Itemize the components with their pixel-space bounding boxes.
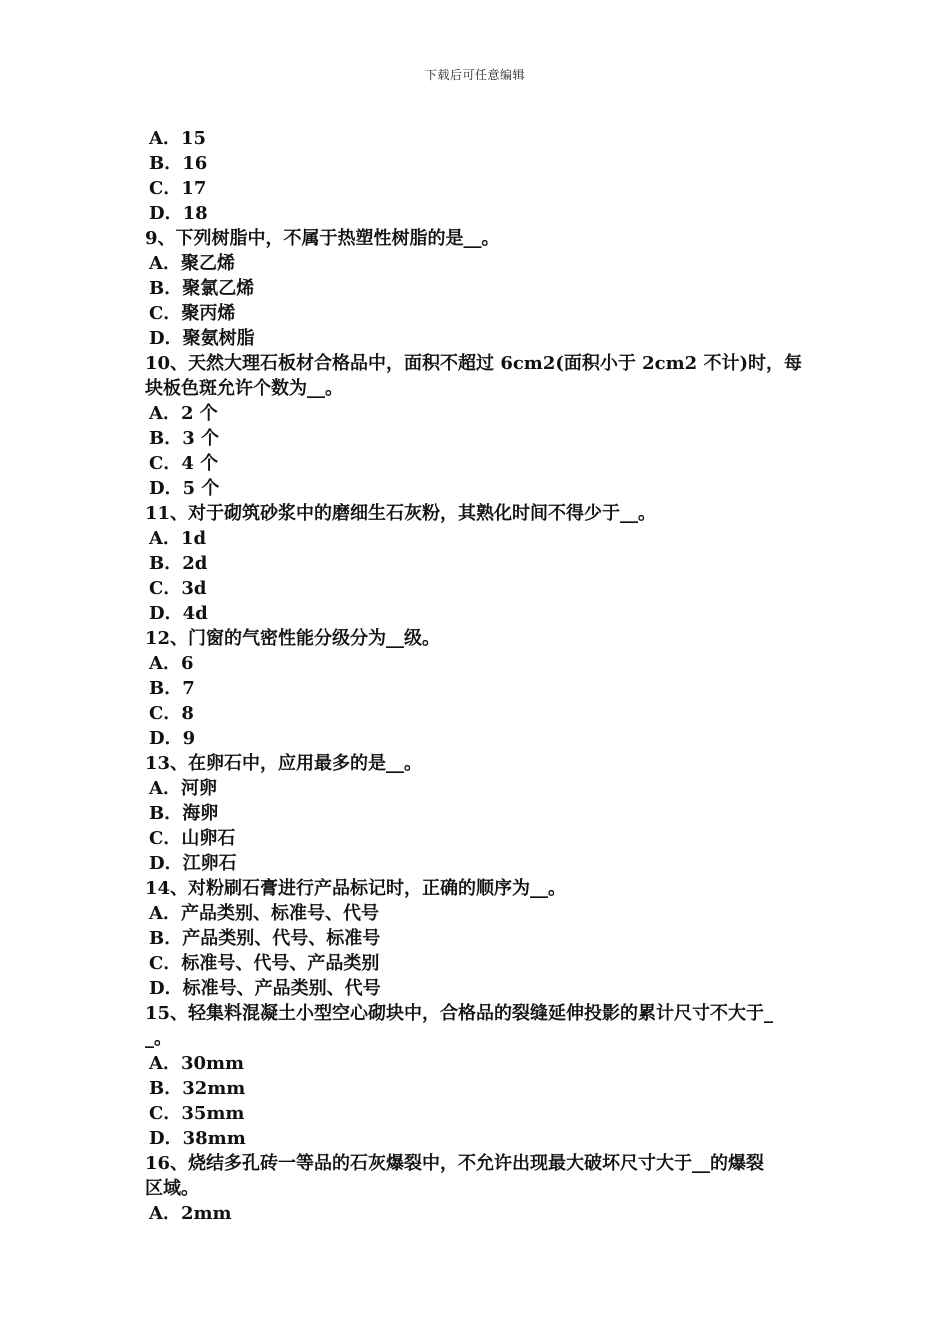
answer-option: A．2 个 [149, 403, 218, 424]
answer-option: C．17 [149, 178, 207, 199]
answer-option: B．2d [149, 553, 208, 574]
answer-option: C．标准号、代号、产品类别 [149, 953, 380, 974]
answer-option: B．16 [149, 153, 208, 174]
question-text: 15、轻集料混凝土小型空心砌块中，合格品的裂缝延伸投影的累计尺寸不大于_ [145, 1003, 774, 1024]
answer-option: C．3d [149, 578, 207, 599]
question-text: 9、下列树脂中，不属于热塑性树脂的是__。 [145, 228, 500, 249]
answer-option: D．5 个 [149, 478, 220, 499]
answer-option: D．9 [149, 728, 196, 749]
answer-option: C．4 个 [149, 453, 219, 474]
answer-option: B．7 [149, 678, 195, 699]
answer-option: A．河卵 [149, 778, 217, 799]
answer-option: B．产品类别、代号、标准号 [149, 928, 381, 949]
question-text: 16、烧结多孔砖一等品的石灰爆裂中，不允许出现最大破坏尺寸大于__的爆裂 [145, 1153, 765, 1174]
answer-option: C．35mm [149, 1103, 245, 1124]
answer-option: A．产品类别、标准号、代号 [149, 903, 379, 924]
answer-option: B．海卵 [149, 803, 219, 824]
answer-option: C．8 [149, 703, 194, 724]
answer-option: D．38mm [149, 1128, 246, 1149]
answer-option: D．江卵石 [149, 853, 237, 874]
answer-option: A．聚乙烯 [149, 253, 235, 274]
question-text: 11、对于砌筑砂浆中的磨细生石灰粉，其熟化时间不得少于__。 [145, 503, 657, 524]
answer-option: A．1d [149, 528, 207, 549]
answer-option: A．30mm [149, 1053, 245, 1074]
answer-option: C．山卵石 [149, 828, 236, 849]
answer-option: B．3 个 [149, 428, 220, 449]
question-text: 区域。 [145, 1178, 199, 1199]
question-text: _。 [145, 1028, 172, 1049]
question-text: 14、对粉刷石膏进行产品标记时，正确的顺序为__。 [145, 878, 567, 899]
question-text: 12、门窗的气密性能分级分为__级。 [145, 628, 441, 649]
question-text: 13、在卵石中，应用最多的是__。 [145, 753, 423, 774]
answer-option: D．18 [149, 203, 208, 224]
answer-option: A．15 [149, 128, 207, 149]
question-text: 10、天然大理石板材合格品中，面积不超过 6cm2(面积小于 2cm2 不计)时，每 [145, 353, 802, 374]
answer-option: A．2mm [149, 1203, 232, 1224]
answer-option: D．4d [149, 603, 208, 624]
answer-option: B．32mm [149, 1078, 246, 1099]
answer-option: D．聚氨树脂 [149, 328, 255, 349]
answer-option: B．聚氯乙烯 [149, 278, 255, 299]
page-header: 下载后可任意编辑 [424, 68, 525, 82]
answer-option: D．标准号、产品类别、代号 [149, 978, 381, 999]
answer-option: A．6 [149, 653, 194, 674]
question-text: 块板色斑允许个数为__。 [145, 378, 343, 399]
question-list [145, 126, 813, 1226]
answer-option: C．聚丙烯 [149, 303, 236, 324]
